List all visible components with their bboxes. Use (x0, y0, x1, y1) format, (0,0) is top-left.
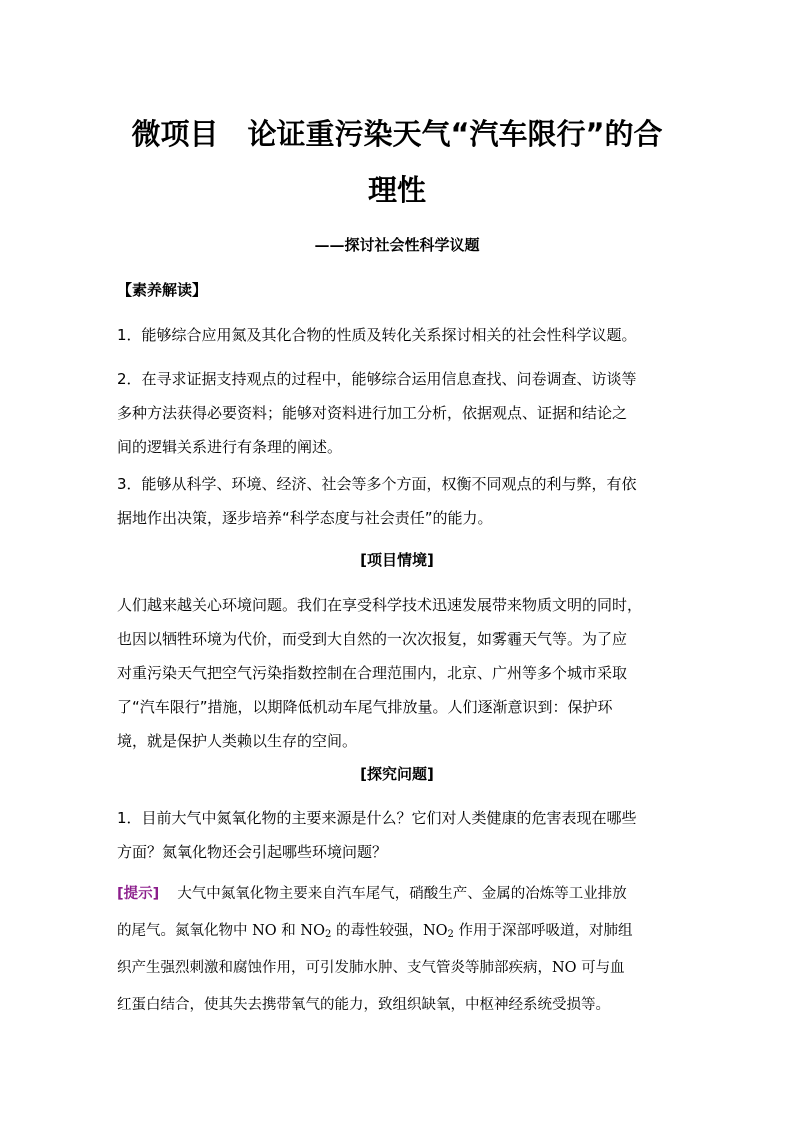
literacy-item-2-line-2: 多种方法获得必要资料；能够对资料进行加工分析，依据观点、证据和结论之 (117, 404, 628, 422)
literacy-item-3-line-1: 3．能够从科学、环境、经济、社会等多个方面，权衡不同观点的利与弊，有依 (117, 475, 637, 493)
no2-subscript-2: 2 (447, 929, 454, 940)
hint-tag: [提示] (117, 886, 160, 902)
hint-text-2b: 的毒性较强，NO (331, 923, 448, 939)
hint-text-2c: 作用于深部呼吸道，对肺组 (453, 923, 633, 939)
literacy-item-2 (117, 362, 679, 464)
literacy-item-1 (117, 318, 679, 352)
inquiry-question-1 (117, 801, 679, 869)
page-title-line-1: 微项目 论证重污染天气“汽车限行”的合 (131, 117, 663, 151)
context-line-5: 境，就是保护人类赖以生存的空间。 (117, 732, 358, 750)
literacy-item-3 (117, 467, 679, 535)
hint-line-1 (117, 876, 679, 913)
literacy-item-1-line-1: 1．能够综合应用氮及其化合物的性质及转化关系探讨相关的社会性科学议题。 (117, 326, 637, 344)
context-heading: [项目情境] (360, 551, 434, 569)
hint-text-2a: 的尾气。氮氧化物中 NO 和 NO (117, 923, 325, 939)
page-subtitle: ——探讨社会性科学议题 (314, 236, 480, 254)
inquiry-question-1-line-1: 1．目前大气中氮氧化物的主要来源是什么？它们对人类健康的危害表现在哪些 (117, 809, 637, 827)
no2-subscript-1: 2 (324, 929, 332, 940)
context-line-3: 对重污染天气把空气污染指数控制在合理范围内，北京、广州等多个城市采取 (117, 664, 628, 682)
literacy-section-label: 【素养解读】 (117, 281, 208, 299)
inquiry-question-1-line-2: 方面？氮氧化物还会引起哪些环境问题？ (117, 843, 388, 861)
literacy-item-2-line-1: 2．在寻求证据支持观点的过程中，能够综合运用信息查找、问卷调查、访谈等 (117, 370, 637, 388)
hint-line-4: 红蛋白结合，使其失去携带氧气的能力，致组织缺氧，中枢神经系统受损等。 (117, 997, 610, 1013)
page-title-line-2: 理性 (367, 173, 426, 207)
context-line-2: 也因以牺牲环境为代价，而受到大自然的一次次报复，如雾霾天气等。为了应 (117, 630, 628, 648)
inquiry-heading: [探究问题] (360, 765, 434, 783)
hint-text-1: 大气中氮氧化物主要来自汽车尾气，硝酸生产、金属的冶炼等工业排放 (177, 886, 627, 902)
hint-line-3: 织产生强烈刺激和腐蚀作用，可引发肺水肿、支气管炎等肺部疾病，NO 可与血 (117, 960, 625, 976)
literacy-item-2-line-3: 间的逻辑关系进行有条理的阐述。 (117, 438, 343, 456)
inquiry-hint (117, 876, 679, 1024)
literacy-item-3-line-2: 据地作出决策，逐步培养“科学态度与社会责任”的能力。 (117, 509, 493, 527)
context-line-4: 了“汽车限行”措施，以期降低机动车尾气排放量。人们逐渐意识到：保护环 (117, 698, 613, 716)
context-paragraph (117, 588, 679, 758)
hint-line-2 (117, 913, 679, 950)
context-line-1: 人们越来越关心环境问题。我们在享受科学技术迅速发展带来物质文明的同时， (117, 596, 643, 614)
